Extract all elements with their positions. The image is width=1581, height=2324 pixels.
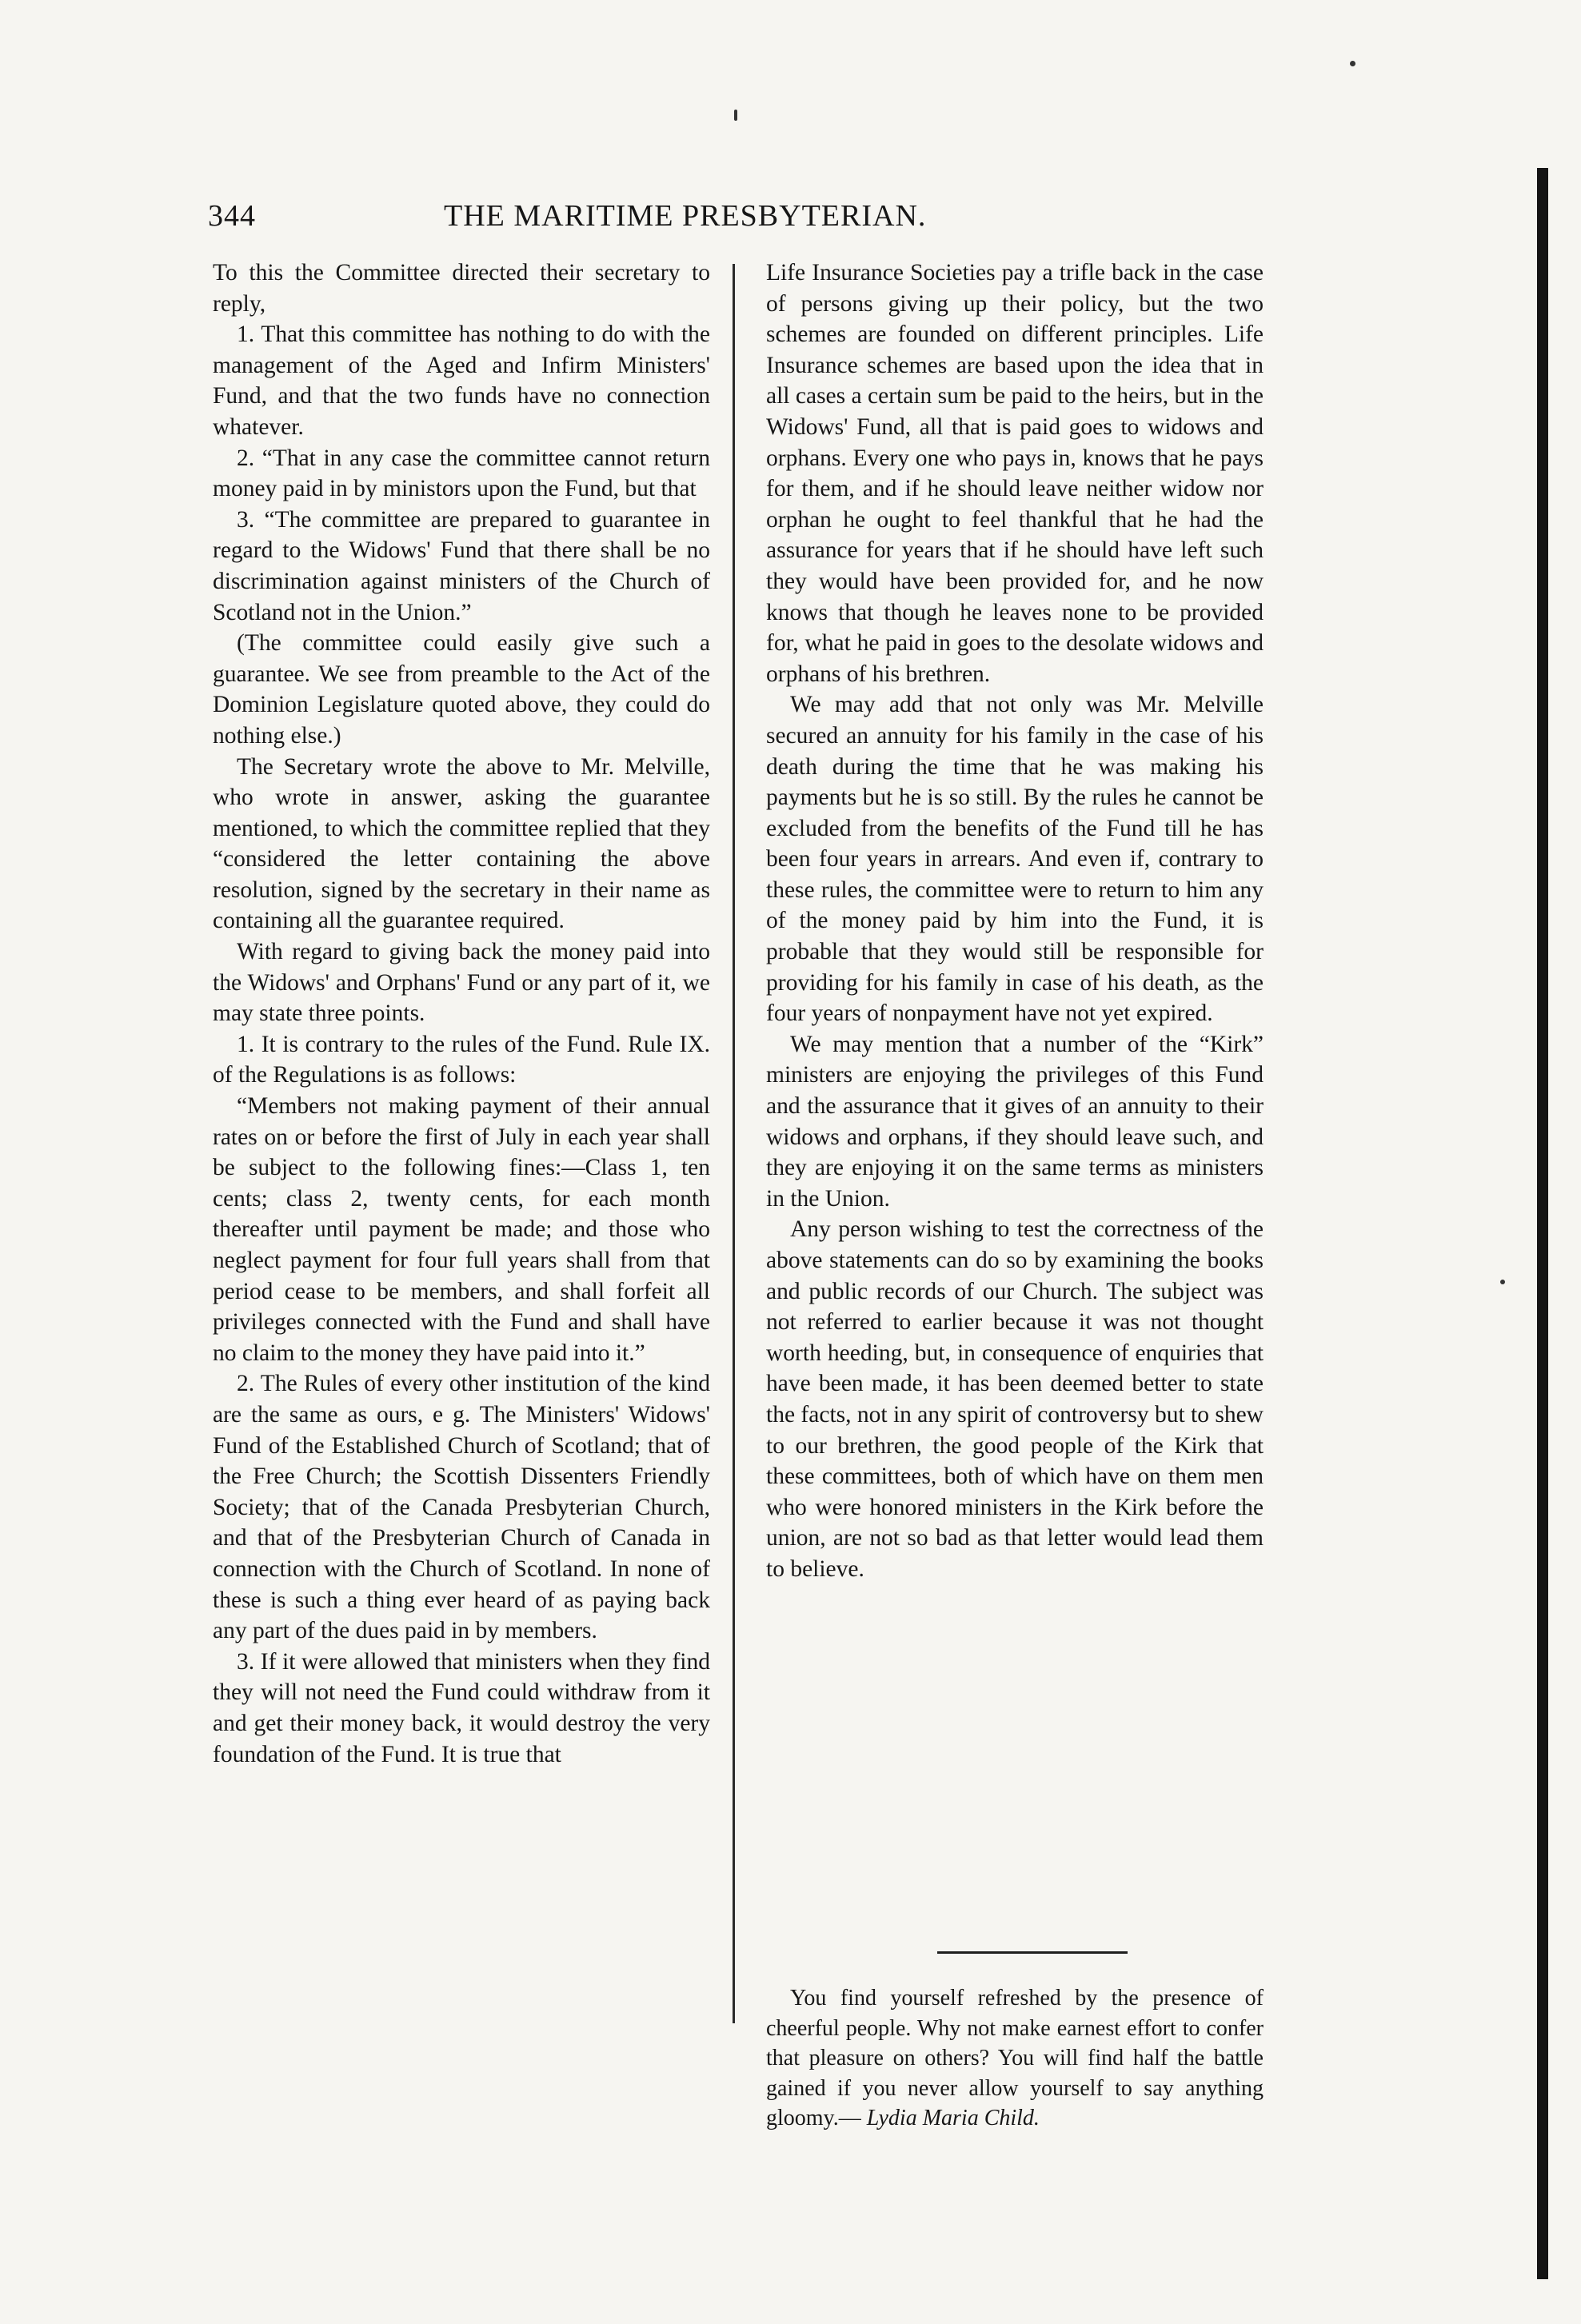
quote-author: Lydia Maria Child. xyxy=(866,2106,1040,2130)
page-number: 344 xyxy=(208,199,256,233)
paragraph: “Members not making payment of their annual rates on or before the first of July in each year shall be subject to the following fines:—Class 1, ten cents; class 2, twenty cents, for each month thereafter until payment be made; and those who neglect payment for four full years shall from that period cease to be members, and shall forfeit all privileges connected with the Fund and shall have no claim to the money they have paid into it.” xyxy=(213,1093,710,1366)
scan-speck xyxy=(1500,1280,1505,1284)
paragraph: Life Insurance Societies pay a trifle back in the case of persons giving up their policy, but the two schemes are founded on different principles. Life Insurance schemes are based upon the idea that in all cases a certain sum be paid to the heirs, but in the Widows' Fund, all that is paid goes to widows and orphans. Every one who pays in, knows that he pays for them, and if he should leave neither widow nor orphan he ought to feel thankful that he had the assurance for years that if he should have left such they would have been provided for, and he now knows that though he leaves none to be provided for, what he paid in goes to the desolate widows and orphans of his brethren. xyxy=(766,260,1264,687)
scan-speck xyxy=(734,110,737,121)
paragraph: 3. “The committee are prepared to guarantee in regard to the Widows' Fund that there shall be no discrimination against ministers of the Church of Scotland not in the Union.” xyxy=(213,506,710,625)
left-column xyxy=(213,258,710,1770)
closing-quote xyxy=(766,1983,1264,2134)
quote-body: You find yourself refreshed by the presence of cheerful people. Why not make earnest effort to confer that pleasure on others? You will find half the battle gained if you never allow yourself to say anything gloomy.— xyxy=(766,1986,1264,2130)
quote-text xyxy=(766,1983,1264,2134)
paragraph: We may mention that a number of the “Kirk” ministers are enjoying the privileges of this Fund and the assurance that it gives of an annuity to their widows and orphans, if they should leave such, and they are enjoying it on the same terms as ministers in the Union. xyxy=(766,1031,1264,1212)
paragraph: With regard to giving back the money paid into the Widows' and Orphans' Fund or any part of it, we may state three points. xyxy=(213,939,710,1027)
paragraph: 3. If it were allowed that ministers when they find they will not need the Fund could withdraw from it and get their money back, it would destroy the very foundation of the Fund. It is true that xyxy=(213,1648,710,1767)
paragraph: The Secretary wrote the above to Mr. Melville, who wrote in answer, asking the guarantee mentioned, to which the committee replied that they “considered the letter containing the above resolution, signed by the secretary in their name as containing all the guarantee required. xyxy=(213,753,710,934)
paragraph: 1. It is contrary to the rules of the Fund. Rule IX. of the Regulations is as follows: xyxy=(213,1031,710,1088)
paragraph: 2. “That in any case the committee cannot return money paid in by ministors upon the Fund, but that xyxy=(213,445,710,502)
paragraph: To this the Committee directed their secretary to reply, xyxy=(213,260,710,317)
running-title: THE MARITIME PRESBYTERIAN. xyxy=(444,199,927,233)
paragraph: (The committee could easily give such a guarantee. We see from preamble to the Act of the Dominion Legislature quoted above, they could do nothing else.) xyxy=(213,630,710,749)
paragraph: Any person wishing to test the correctness of the above statements can do so by examining the books and public records of our Church. The subject was not referred to earlier because it was not thought worth heeding, but, in consequence of enquiries that have been made, it has been deemed better to state the facts, not in any spirit of controversy but to shew to our brethren, the good people of the Kirk that these committees, both of which have on them men who were honored ministers in the Kirk before the union, are not so bad as that letter would lead them to believe. xyxy=(766,1216,1264,1582)
column-divider xyxy=(733,264,735,2023)
scan-speck xyxy=(1350,61,1355,66)
page-header xyxy=(208,198,1216,246)
paragraph: 2. The Rules of every other institution of the kind are the same as ours, e g. The Ministers' Widows' Fund of the Established Church of Scotland; that of the Free Church; the Scottish Dissenters Friendly Society; that of the Canada Presbyterian Church, and that of the Presbyterian Church of Canada in connection with the Church of Scotland. In none of these is such a thing ever heard of as paying back any part of the dues paid in by members. xyxy=(213,1371,710,1644)
right-column xyxy=(766,258,1264,1585)
paragraph: We may add that not only was Mr. Melville secured an annuity for his family in the case of his death during the time that he was making his payments but he is so still. By the rules he cannot be excluded from the benefits of the Fund till he has been four years in arrears. And even if, contrary to these rules, the committee were to return to him any of the money paid by him into the Fund, it is probable that they would still be responsible for providing for his family in case of his death, as the four years of nonpayment have not yet expired. xyxy=(766,692,1264,1027)
paragraph: 1. That this committee has nothing to do with the management of the Aged and Infirm Ministers' Fund, and that the two funds have no connection whatever. xyxy=(213,321,710,440)
scan-edge-shadow xyxy=(1537,168,1548,2279)
section-rule xyxy=(937,1951,1128,1954)
